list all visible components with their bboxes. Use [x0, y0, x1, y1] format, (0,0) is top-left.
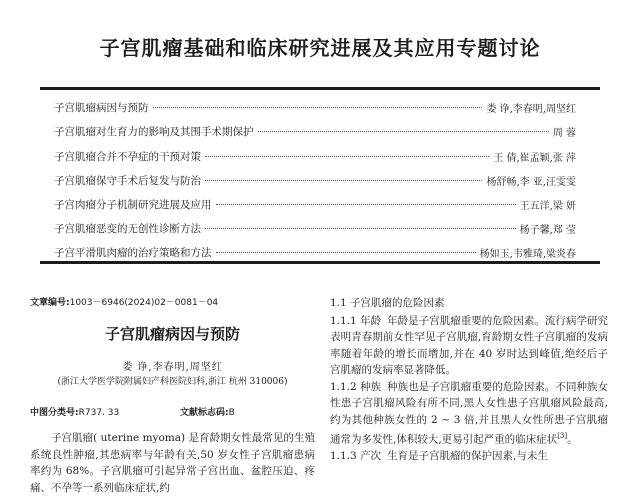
paragraph-keyword: 种族 — [360, 380, 382, 393]
article-number-value: 1003－6946(2024)02－0081－04 — [69, 298, 219, 308]
doc-code-value: B — [228, 408, 235, 418]
toc-entry-authors: 周 蓉 — [552, 127, 576, 139]
toc-leader — [153, 107, 483, 108]
table-of-contents — [40, 87, 600, 264]
page-title: 子宫肌瘤基础和临床研究进展及其应用专题讨论 — [99, 36, 541, 60]
toc-leader — [216, 252, 476, 253]
paragraph-age — [330, 313, 608, 379]
toc-entry[interactable] — [54, 217, 576, 239]
citation-ref[interactable]: [3] — [557, 432, 568, 440]
paragraph-keyword: 产次 — [360, 450, 382, 462]
article-affiliation: (浙江大学医学院附属妇产科医院妇科,浙江 杭州 310006) — [57, 377, 288, 387]
toc-entry[interactable] — [54, 145, 576, 167]
paragraph-text: 生育是子宫肌瘤的保护因素,与未生 — [387, 450, 548, 462]
paragraph-keyword: 年龄 — [360, 314, 382, 327]
toc-entry-authors: 王 倩,崔孟颖,张 萍 — [493, 152, 576, 164]
toc-entry-authors: 王五洋,梁 妍 — [519, 200, 576, 212]
section-heading: 1.1 子宫肌瘤的危险因素 — [330, 297, 445, 309]
article-number-label: 文章编号: — [30, 298, 70, 308]
toc-entry-title: 子宫肉瘤分子机制研究进展及应用 — [54, 198, 212, 211]
toc-leader — [205, 180, 482, 181]
paragraph-number: 1.1.3 — [330, 450, 357, 462]
toc-entry-title: 子宫肌瘤恶变的无创性诊断方法 — [54, 222, 201, 235]
toc-leader — [205, 156, 489, 157]
toc-entry[interactable] — [54, 193, 576, 215]
doc-code-label: 文献标志码: — [180, 408, 229, 418]
paragraph-text: 种族也是子宫肌瘤重要的危险因素。不同种族女性患子宫肌瘤风险有所不同,黑人女性患子宫肌瘤风险最高,约为其他种族女性的 2 ~ 3 倍,并且黑人女性所患子宫肌瘤通常为多发性,体积较大,更易引起严重的临床症状 — [330, 380, 609, 446]
toc-entry-title: 子宫肌瘤保守手术后复发与防治 — [54, 174, 201, 187]
class-code — [30, 405, 119, 418]
toc-entry-authors: 杨如玉,韦雅琦,梁炎春 — [479, 248, 576, 260]
toc-entry[interactable] — [54, 169, 576, 191]
toc-leader — [216, 204, 516, 205]
paragraph-race — [330, 379, 608, 449]
intro-paragraph: 子宫肌瘤( uterine myoma) 是育龄期女性最常见的生殖系统良性肿瘤,其患病率与年龄有关,50 岁女性子宫肌瘤患病率约为 68%。子宫肌瘤可引起异常子宫出血、盆腔压迫、疼痛、不孕等一系列临床症状,约 — [30, 432, 315, 494]
toc-entry[interactable] — [54, 120, 576, 142]
toc-entry[interactable] — [54, 96, 576, 118]
toc-leader — [258, 131, 549, 132]
article-title: 子宫肌瘤病因与预防 — [104, 325, 240, 343]
paragraph-number: 1.1.2 — [330, 380, 357, 393]
toc-leader — [205, 228, 516, 229]
toc-entry-title: 子宫肌瘤对生育力的影响及其围手术期保护 — [54, 125, 254, 138]
class-code-label: 中图分类号: — [30, 408, 79, 418]
toc-entry-authors: 杨子馨,郑 莹 — [519, 224, 576, 236]
doc-code — [180, 405, 235, 418]
paragraph-number: 1.1.1 — [330, 314, 357, 327]
toc-entry[interactable] — [54, 241, 576, 263]
toc-entry-authors: 杨舒畅,李 亚,汪雯雯 — [486, 176, 576, 188]
toc-entry-title: 子宫肌瘤病因与预防 — [54, 101, 149, 114]
toc-entry-title: 子宫肌瘤合并不孕症的干预对策 — [54, 150, 201, 163]
toc-entry-title: 子宫平滑肌肉瘤的治疗策略和方法 — [54, 246, 212, 259]
class-code-value: R737. 33 — [78, 408, 120, 418]
article-authors: 娄 诤,李春明,周坚红 — [122, 362, 223, 373]
left-column-body — [30, 430, 315, 496]
paragraph-text: 年龄是子宫肌瘤重要的危险因素。流行病学研究表明青春期前女性罕见子宫肌瘤,育龄期女性子宫肌瘤的发病率随着年龄的增长而增加,并在 40 岁时达到峰值,绝经后子宫肌瘤的发病率显著降低。 — [330, 314, 609, 376]
toc-entry-authors: 娄 诤,李春明,周坚红 — [486, 103, 576, 115]
article-number — [30, 295, 218, 308]
paragraph-parity — [330, 448, 608, 465]
paragraph-end: 。 — [567, 433, 578, 446]
right-column-body — [330, 295, 608, 465]
